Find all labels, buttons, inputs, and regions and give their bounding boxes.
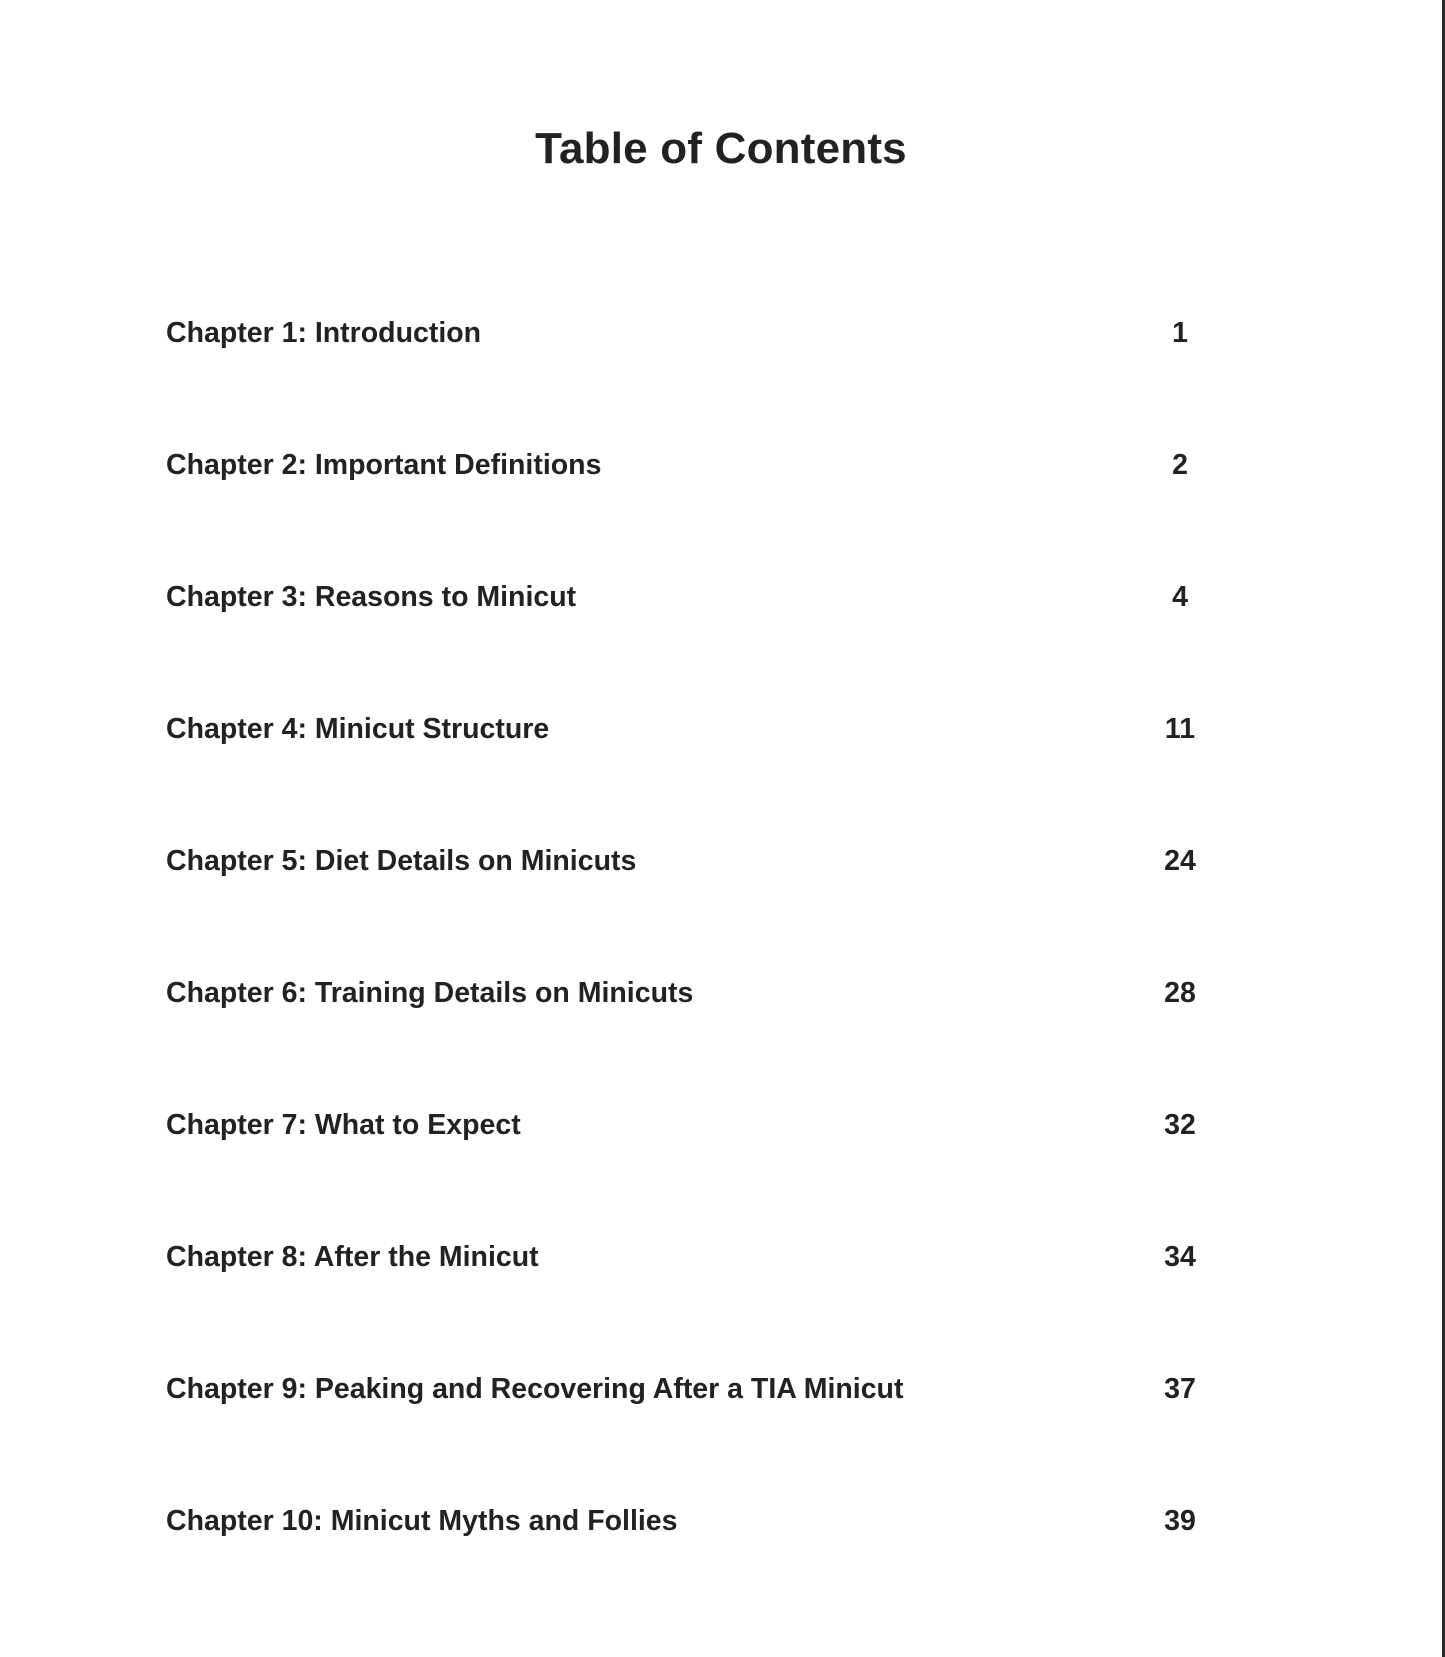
toc-entry-chapter-5 (166, 841, 1210, 881)
toc-entry-page-number: 1 (1172, 317, 1188, 349)
toc-entry-label: Chapter 8: After the Minicut (166, 1241, 539, 1273)
page-title: Table of Contents (535, 124, 907, 173)
toc-entry-page-number: 2 (1172, 449, 1188, 481)
toc-entry-label: Chapter 4: Minicut Structure (166, 713, 550, 745)
toc-entry-label: Chapter 10: Minicut Myths and Follies (166, 1505, 678, 1537)
toc-entry-page-number: 11 (1164, 713, 1196, 745)
toc-entry-page-number: 39 (1164, 1505, 1196, 1537)
toc-entry-chapter-7 (166, 1105, 1210, 1145)
toc-entry-label: Chapter 6: Training Details on Minicuts (166, 977, 694, 1009)
toc-entry-label: Chapter 1: Introduction (166, 317, 482, 349)
toc-entry-page-number: 32 (1164, 1109, 1196, 1141)
toc-entry-chapter-2 (166, 445, 1210, 485)
toc-entry-page-number: 34 (1164, 1241, 1196, 1273)
toc-entry-chapter-9 (166, 1369, 1210, 1409)
toc-entry-chapter-4 (166, 709, 1210, 749)
toc-entry-page-number: 24 (1164, 845, 1196, 877)
toc-entry-page-number: 28 (1164, 977, 1196, 1009)
toc-entry-label: Chapter 3: Reasons to Minicut (166, 581, 577, 613)
toc-entry-label: Chapter 5: Diet Details on Minicuts (166, 845, 637, 877)
toc-entry-chapter-1 (166, 313, 1210, 353)
toc-entry-chapter-8 (166, 1237, 1210, 1277)
toc-entry-label: Chapter 7: What to Expect (166, 1109, 521, 1141)
toc-entry-label: Chapter 2: Important Definitions (166, 449, 602, 481)
toc-entry-chapter-6 (166, 973, 1210, 1013)
toc-entry-label: Chapter 9: Peaking and Recovering After a TIA Minicut (166, 1373, 904, 1405)
toc-entry-page-number: 37 (1164, 1373, 1196, 1405)
toc-entry-chapter-3 (166, 577, 1210, 617)
toc-entry-page-number: 4 (1172, 581, 1188, 613)
toc-entry-chapter-10 (166, 1501, 1210, 1541)
